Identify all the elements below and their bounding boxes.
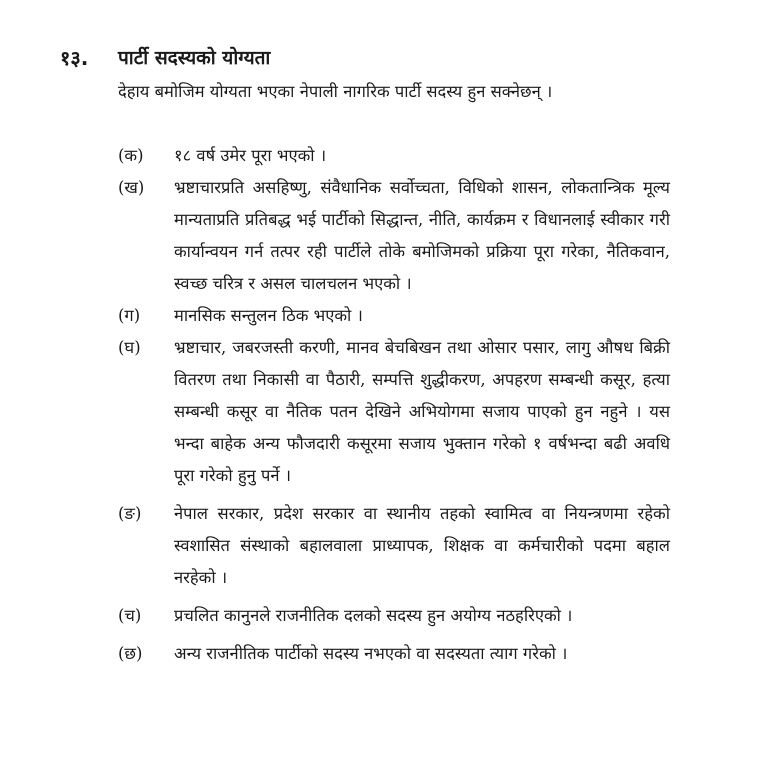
- list-item-ka: [118, 140, 670, 172]
- list-item-text: प्रचलित कानुनले राजनीतिक दलको सदस्य हुन अयोग्य नठहरिएको ।: [174, 606, 573, 625]
- list-item-text: नेपाल सरकार, प्रदेश सरकार वा स्थानीय तहको स्वामित्व वा नियन्त्रणमा रहेको स्वशासित संस्थाको बहालवाला प्राध्यापक, शिक्षक वा कर्मचारीको पदमा बहाल नरहेको ।: [174, 504, 670, 587]
- list-item-cha: [118, 600, 670, 632]
- list-marker: (क): [118, 146, 144, 165]
- list-item-nga: [118, 498, 670, 594]
- list-item-ga: [118, 300, 670, 332]
- list-marker: (छ): [118, 644, 143, 663]
- list-item-text: भ्रष्टाचारप्रति असहिष्णु, संवैधानिक सर्वोच्चता, विधिको शासन, लोकतान्त्रिक मूल्य मान्यताप्रति प्रतिबद्ध भई पार्टीको सिद्धान्त, नीति, कार्यक्रम र विधानलाई स्वीकार गरी कार्यान्वयन गर्न तत्पर रही पार्टीले तोके बमोजिमको प्रक्रिया पूरा गरेका, नैतिकवान, स्वच्छ चरित्र र असल चालचलन भएको ।: [174, 178, 670, 293]
- list-marker: (च): [118, 606, 142, 625]
- list-item-gha: [118, 332, 670, 492]
- list-marker: (ग): [118, 306, 141, 325]
- list-marker: (ख): [118, 178, 145, 197]
- section-title: पार्टी सदस्यको योग्यता: [118, 47, 271, 69]
- list-item-text: मानसिक सन्तुलन ठिक भएको ।: [174, 306, 363, 325]
- list-item-text: भ्रष्टाचार, जबरजस्ती करणी, मानव बेचबिखन तथा ओसार पसार, लागु औषध बिक्री वितरण तथा निकासी वा पैठारी, सम्पत्ति शुद्धीकरण, अपहरण सम्बन्धी कसूर, हत्या सम्बन्धी कसूर वा नैतिक पतन देखिने अभियोगमा सजाय पाएको हुन नहुने । यस भन्दा बाहेक अन्य फौजदारी कसूरमा सजाय भुक्तान गरेको १ वर्षभन्दा बढी अवधि पूरा गरेको हुनु पर्ने ।: [174, 338, 670, 485]
- list-marker: (घ): [118, 338, 141, 357]
- section-heading: [60, 40, 270, 74]
- eligibility-list: [118, 140, 670, 670]
- list-item-kha: [118, 172, 670, 300]
- list-item-text: १८ वर्ष उमेर पूरा भएको ।: [174, 146, 327, 165]
- section-intro: देहाय बमोजिम योग्यता भएका नेपाली नागरिक पार्टी सदस्य हुन सक्नेछन् ।: [118, 82, 553, 101]
- list-item-chha: [118, 638, 670, 670]
- section-number: १३.: [60, 45, 89, 70]
- list-item-text: अन्य राजनीतिक पार्टीको सदस्य नभएको वा सदस्यता त्याग गरेको ।: [174, 644, 568, 663]
- list-marker: (ङ): [118, 504, 142, 523]
